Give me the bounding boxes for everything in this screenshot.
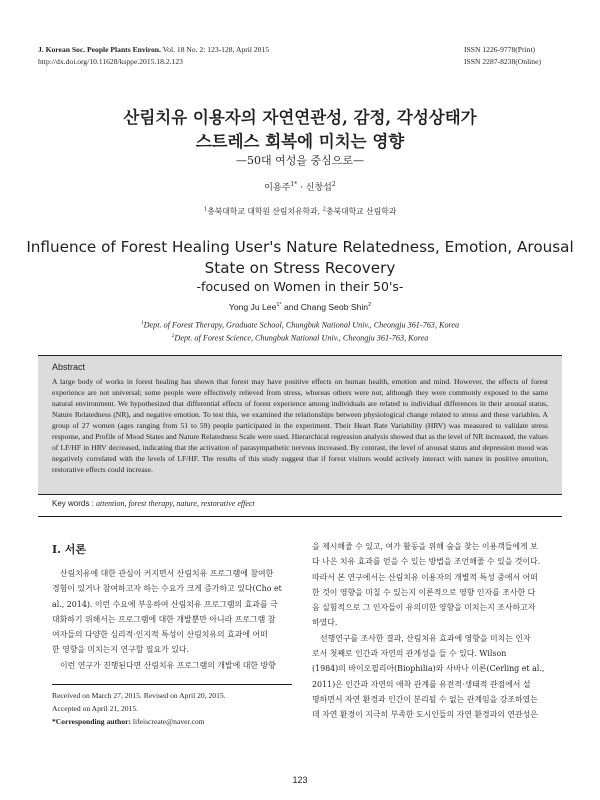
body-line: 한 영향을 미치는지 연구할 필요가 있다.	[52, 645, 190, 655]
author-2-en: Chang Seob Shin	[300, 302, 369, 312]
keywords-label: Key words :	[52, 499, 97, 508]
abstract-box	[38, 355, 562, 495]
corresponding-label: *Corresponding author:	[52, 717, 133, 726]
body-line: 명하면서 자연 환경과 인간이 분리될 수 없는 관계임을 강조하였는	[312, 694, 538, 704]
body-line: 선행연구를 조사한 결과, 산림치유 효과에 영향을 미치는 인자	[320, 633, 531, 643]
author-1-en: Yong Ju Lee	[228, 302, 277, 312]
right-column	[312, 539, 557, 723]
body-line: 2011)은 인간과 자연의 애착 관계를 유전적·생태적 관점에서 설	[312, 679, 531, 689]
aff2-en-sup: 2	[171, 333, 175, 339]
english-subtitle: -focused on Women in their 50's-	[196, 279, 404, 294]
body-line: 경험이 있거나 참여하고자 하는 수요가 크게 증가하고 있다(Cho et	[52, 584, 282, 594]
abstract-text: A large body of works in forest healing has shown that forest may have positive effects on human health, emotion and mind. However, the effects of forest experience are not universal; some people were effectively relieved from stress, whereas others were not, although they were commonly exposed to the same natural environment. We hypothesized that differential effects of forest experience among individuals are related to individual differences in their arousal status, Nature Relatedness (NR), and negative emotion. To test this, we examined the relationships between physiological change related to stress and these variables. A group of 27 women (ages ranging from 51 to 59) people participated in the experiment. Their Heart Rate Variability (HRV) was measured to validate stress response, and Profile of Mood States and Nature Relatedness Scale were used. Hierarchical regression analysis showed that as the level of NR increased, the values of LF/HF in HRV decreased, indicating that the activation of parasympathetic nervous increased. By contrast, the level of arousal status and depression mood was negatively correlated with the levels of LF/HF. The results of this study suggest that if forest visitors would actively interact with nature in positive emotion, restorative effects could increase.	[52, 377, 548, 474]
korean-authors	[0, 180, 600, 193]
author-2-en-sup: 2	[368, 302, 372, 309]
body-line: 한 것이 영향을 미칠 수 있는지 이론적으로 영향 인자를 조사한 다	[312, 587, 536, 597]
footnote-corresponding	[52, 716, 205, 728]
body-line: 산림치유에 대한 관심이 커지면서 산림치유 프로그램에 참여한	[60, 569, 274, 578]
body-line: 음 실험적으로 그 인자들이 유의미한 영향을 미치는지 조사하고자	[312, 603, 536, 613]
author-1-en-sup: 1*	[276, 302, 282, 309]
footnote-accepted: Accepted on April 21, 2015.	[52, 704, 139, 713]
page-number: 123	[292, 775, 308, 785]
issn-print: ISSN 1226-9778(Print)	[464, 45, 536, 54]
author-2-ko: 신창섭	[305, 183, 332, 193]
body-line: al., 2014). 이런 수요에 부응하여 산림치유 프로그램의 효과를 극	[52, 599, 278, 609]
body-line: 로서 첫째로 인간과 자연의 관계성을 들 수 있다. Wilson	[312, 649, 507, 659]
keywords-text: attention, forest therapy, nature, restorative effect	[96, 499, 255, 508]
body-line: 하였다.	[312, 618, 338, 628]
divider	[38, 516, 562, 517]
aff2-ko-sup: 2	[322, 206, 327, 213]
english-authors	[0, 302, 600, 312]
body-line: 다 나은 치유 효과를 얻을 수 있는 방법을 조언해줄 수 있을 것이다.	[312, 557, 541, 567]
body-line: 이런 연구가 진행된다면 산림치유 프로그램의 개발에 대한 방향	[60, 660, 276, 670]
body-line: 여자들의 다양한 심리적·인지적 특성이 산림치유의 효과에 어떠	[52, 630, 268, 640]
author-separator: ·	[297, 183, 306, 193]
aff1-ko-sup: 1	[203, 206, 208, 213]
korean-title-line1: 산림치유 이용자의 자연연관성, 감정, 각성상태가	[123, 108, 477, 127]
aff1-ko: 충북대학교 대학원 산림치유학과,	[207, 207, 323, 216]
footnote-received: Received on March 27, 2015. Revised on April 20, 2015.	[52, 691, 226, 700]
aff1-en-sup: 1	[140, 320, 144, 326]
body-line: (1984)의 바이오필리아(Biophilia)와 사바나 이론(Cerling et al.,	[312, 664, 545, 674]
abstract-heading: Abstract	[52, 362, 86, 372]
body-line: 대화하기 위해서는 프로그램에 대한 개발뿐만 아니라 프로그램 참	[52, 614, 276, 624]
author-and: and	[281, 302, 301, 312]
english-title-line1: Influence of Forest Healing User's Nature Relatedness, Emotion, Arousal	[26, 238, 574, 256]
author-1-ko: 이용주	[264, 183, 291, 193]
journal-volume: Vol. 18 No. 2: 123-128, April 2015	[160, 45, 270, 54]
aff2-en: Dept. of Forest Science, Chungbuk National Univ., Cheongju 361-763, Korea	[174, 333, 429, 343]
author-1-ko-sup: 1*	[290, 181, 298, 188]
footnote-divider	[52, 684, 292, 685]
aff2-ko: 충북대학교 산림학과	[326, 207, 397, 216]
journal-name: J. Korean Soc. People Plants Environ.	[38, 45, 161, 54]
author-2-ko-sup: 2	[331, 181, 336, 188]
corresponding-email[interactable]: lifeiscreate@naver.com	[132, 717, 205, 726]
english-title-line2: State on Stress Recovery	[204, 259, 396, 277]
body-line: 따라서 본 연구에서는 산림치유 이용자의 개별적 특성 중에서 어떠	[312, 572, 538, 582]
keywords	[52, 499, 255, 508]
left-column	[52, 566, 292, 673]
korean-title-line2: 스트레스 회복에 미치는 영향	[195, 132, 405, 151]
section-heading: Ⅰ. 서론	[52, 543, 87, 556]
korean-affiliations	[0, 206, 600, 217]
body-line: 데 자연 환경이 지극히 부족한 도시인들의 자연 환경과의 연관성은	[312, 710, 538, 720]
doi-link[interactable]: http://dx.doi.org/10.11628/ksppe.2015.18.2.123	[38, 57, 183, 66]
korean-subtitle: —50대 여성을 중심으로—	[236, 154, 364, 167]
aff1-en: Dept. of Forest Therapy, Graduate School, Chungbuk National Univ., Cheongju 361-763, Korea	[143, 320, 460, 330]
journal-citation	[38, 45, 269, 55]
issn-online: ISSN 2287-8238(Online)	[464, 57, 541, 66]
english-affiliation-2	[0, 333, 600, 343]
body-line: 을 제시해줄 수 있고, 여가 활동을 위해 숲을 찾는 이용객들에게 보	[312, 542, 538, 551]
english-affiliation-1	[0, 320, 600, 330]
